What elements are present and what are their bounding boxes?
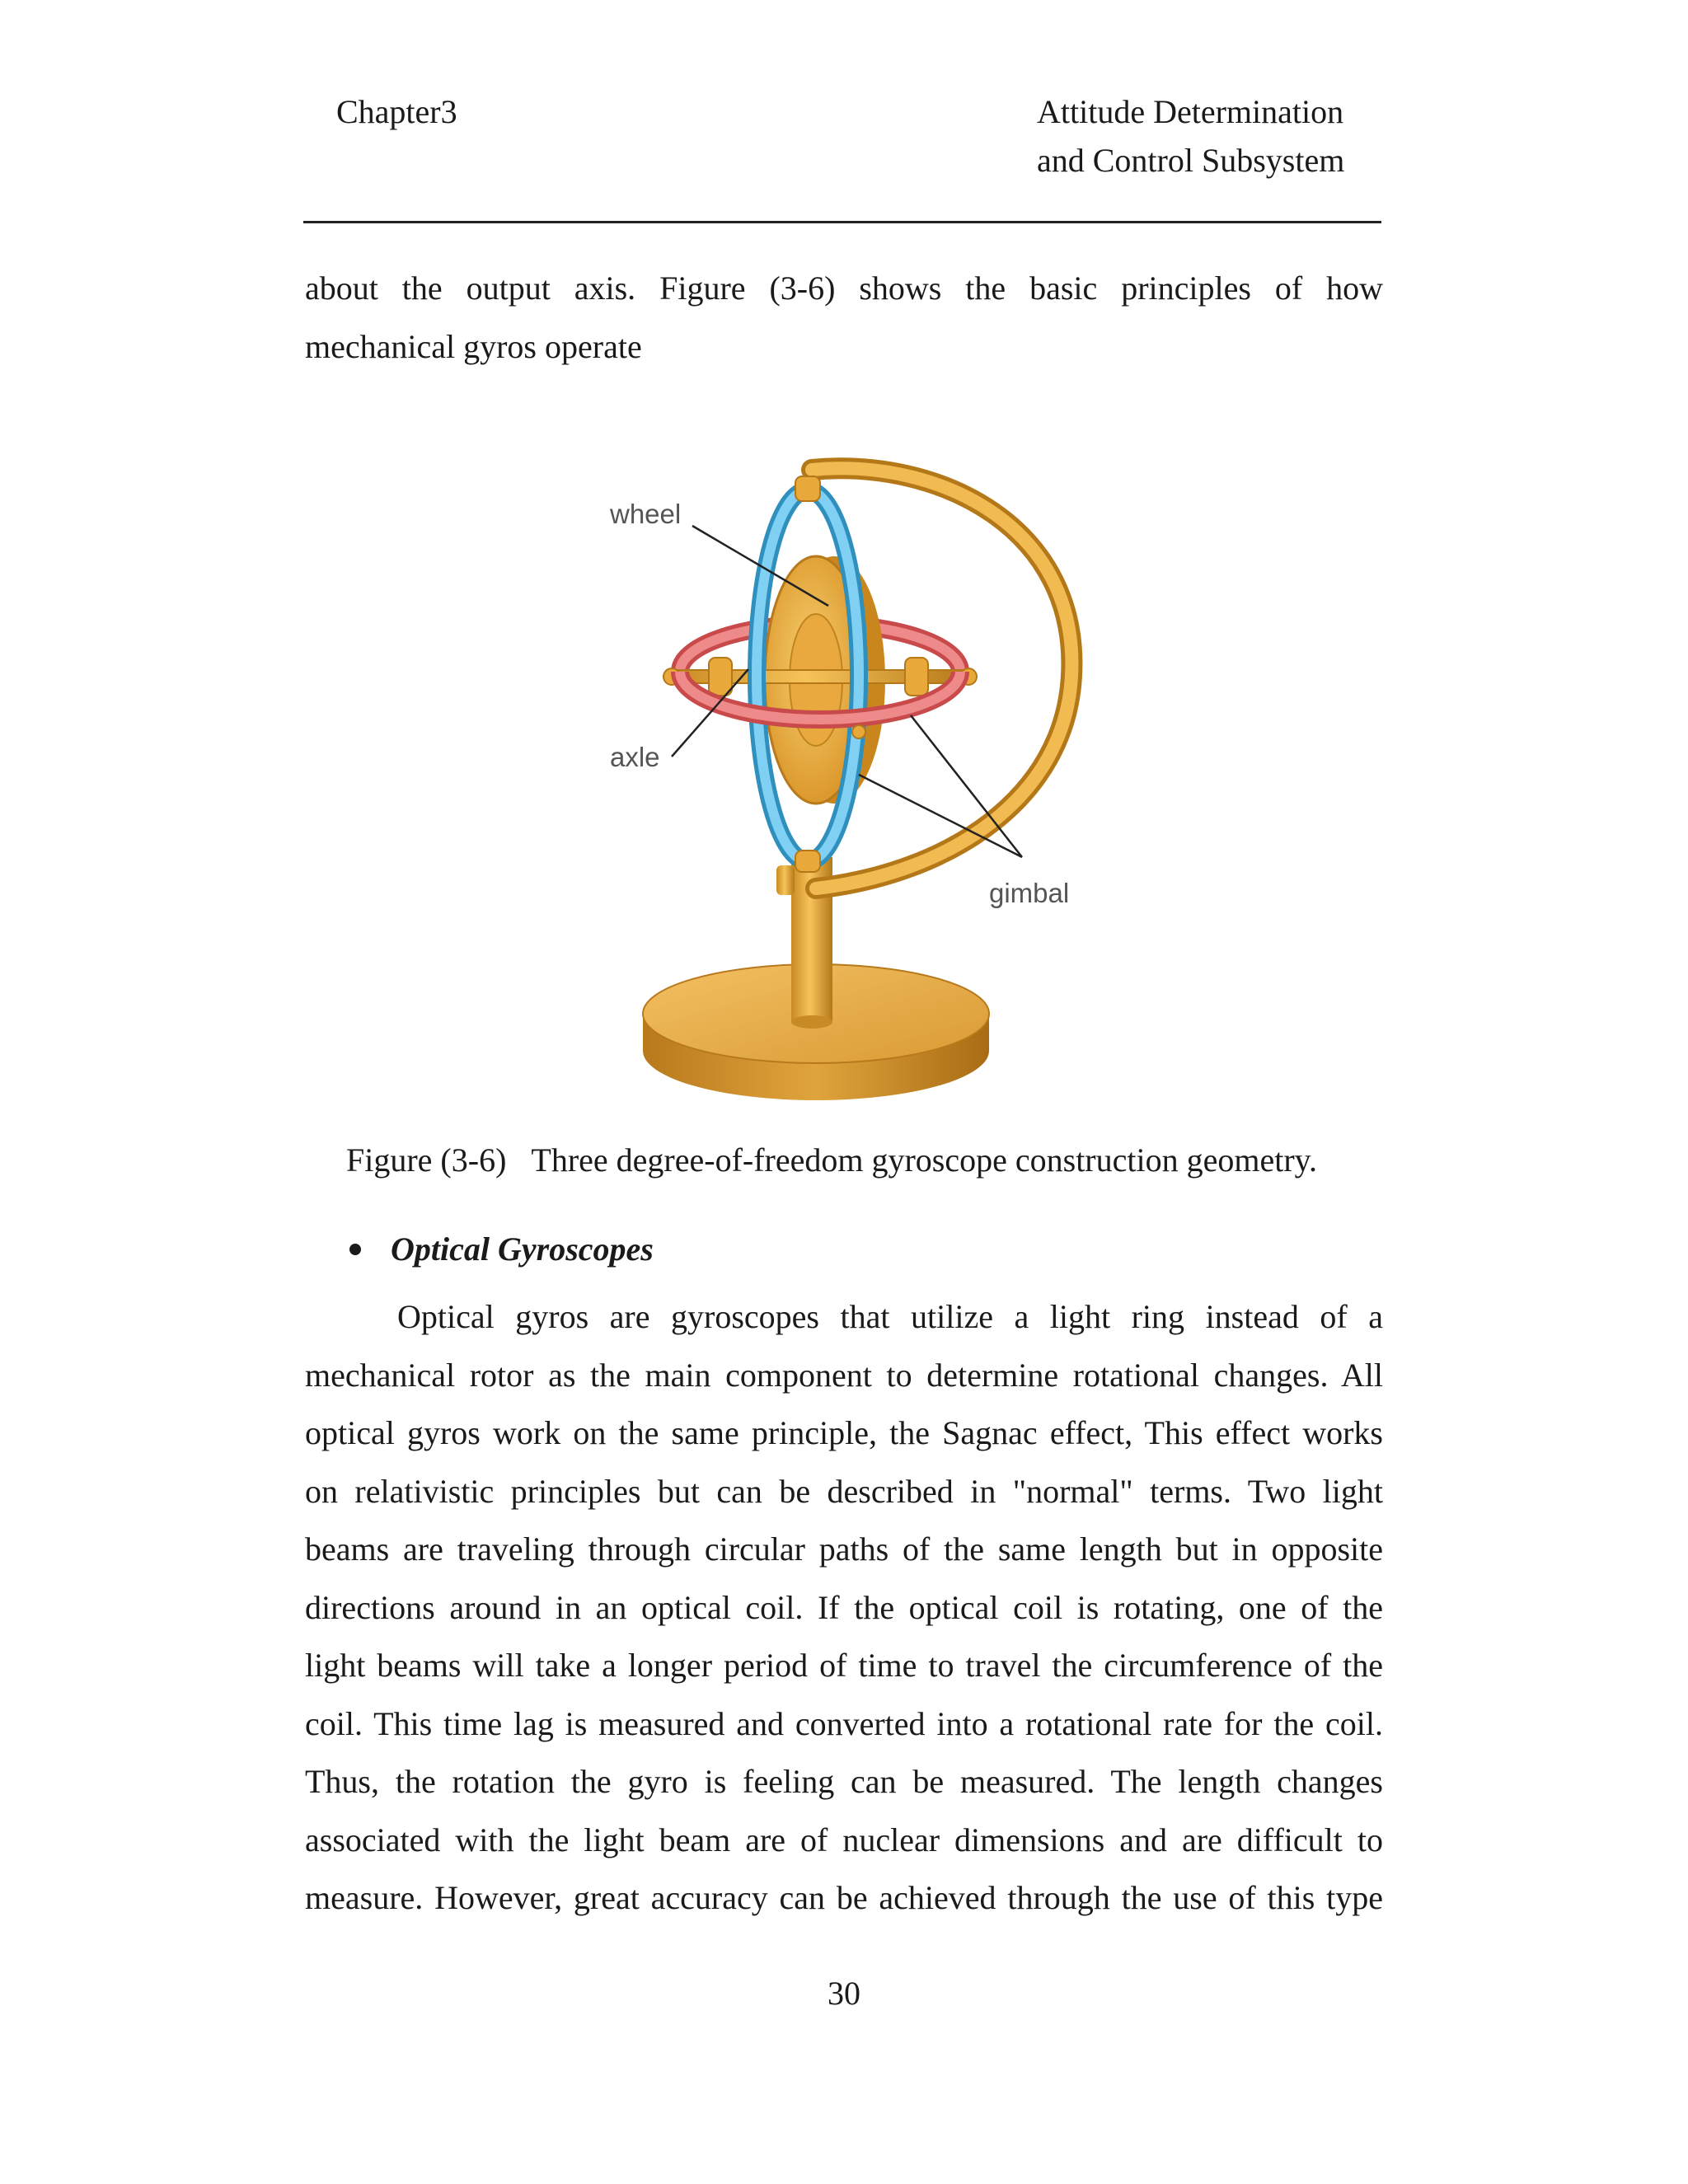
header-divider	[303, 221, 1381, 223]
optical-gyro-paragraph	[305, 1288, 1383, 1928]
header-title-line-2: and Control Subsystem	[1037, 142, 1345, 179]
body-line: optical gyros work on the same principle, the Sagnac effect, This effect works	[305, 1414, 1383, 1451]
bullet-icon	[349, 1244, 361, 1255]
figure-caption-text: Three degree-of-freedom gyroscope construction geometry.	[531, 1141, 1318, 1179]
page-number: 30	[828, 1975, 860, 2012]
body-line: on relativistic principles but can be described in "normal" terms. Two light	[305, 1472, 1383, 1510]
section-heading	[349, 1226, 654, 1272]
gyroscope-figure	[593, 437, 1104, 1129]
body-line: directions around in an optical coil. If the optical coil is rotating, one of the	[305, 1588, 1383, 1626]
figure-caption-number: Figure (3-6)	[346, 1141, 507, 1179]
intro-line: mechanical gyros operate	[305, 327, 642, 365]
body-line: light beams will take a longer period of time to travel the circumference of the	[305, 1647, 1383, 1684]
body-line: Optical gyros are gyroscopes that utilize a light ring instead of a	[397, 1298, 1383, 1335]
header-title-line-1: Attitude Determination	[1037, 93, 1344, 130]
intro-paragraph	[305, 260, 1383, 376]
header-title	[1037, 92, 1353, 190]
body-line: Thus, the rotation the gyro is feeling can be measured. The length changes	[305, 1763, 1383, 1800]
body-line: associated with the light beam are of nuclear dimensions and are difficult to	[305, 1821, 1383, 1858]
body-line: mechanical rotor as the main component to determine rotational changes. All	[305, 1356, 1383, 1394]
section-heading-text: Optical Gyroscopes	[391, 1230, 654, 1268]
wheel-label: wheel	[610, 499, 682, 529]
axle-label: axle	[610, 742, 660, 772]
body-line: beams are traveling through circular paths of the same length but in opposite	[305, 1530, 1383, 1568]
body-line: measure. However, great accuracy can be achieved through the use of this type	[305, 1879, 1383, 1916]
intro-line: about the output axis. Figure (3-6) shows the basic principles of how	[305, 269, 1383, 307]
gimbal-label: gimbal	[989, 878, 1070, 908]
figure-caption	[346, 1137, 1317, 1183]
body-line: coil. This time lag is measured and converted into a rotational rate for the coil.	[305, 1704, 1383, 1742]
header-chapter: Chapter3	[336, 93, 457, 130]
